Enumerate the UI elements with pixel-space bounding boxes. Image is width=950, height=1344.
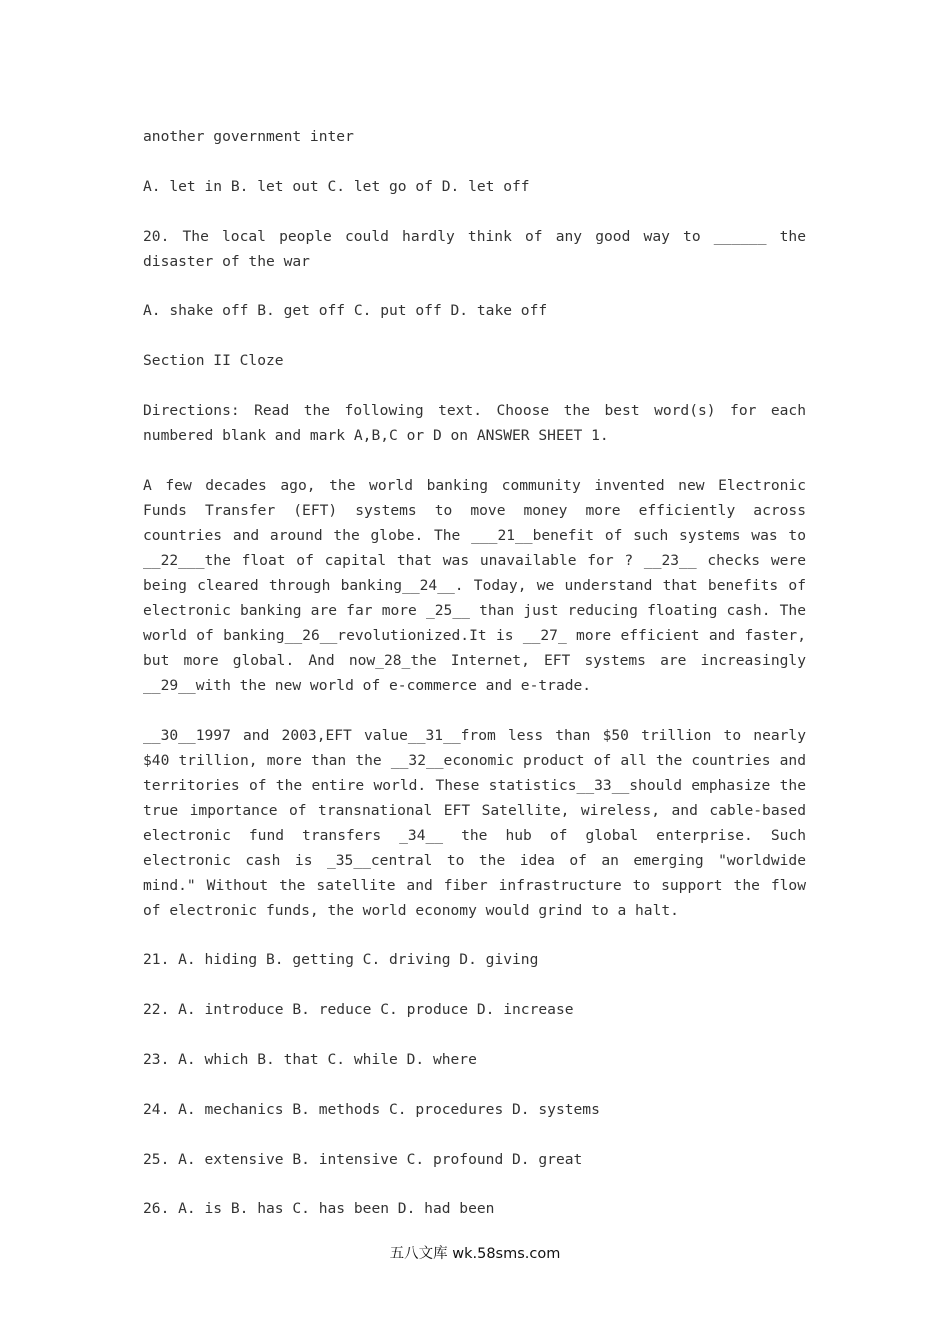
- question-26: 26. A. is B. has C. has been D. had been: [143, 1200, 495, 1218]
- footer-watermark: 五八文库 wk.58sms.com: [389, 1246, 561, 1262]
- question-21: 21. A. hiding B. getting C. driving D. giving: [143, 951, 539, 969]
- question-20: 20. The local people could hardly think of any good way to ______ the disaster of the war: [143, 227, 806, 270]
- intro-fragment: another government inter: [143, 128, 354, 145]
- question-19-options: A. let in B. let out C. let go of D. let off: [143, 177, 530, 195]
- section-title: Section II Cloze: [143, 352, 284, 370]
- question-23: 23. A. which B. that C. while D. where: [143, 1050, 477, 1068]
- passage-paragraph-1: A few decades ago, the world banking community invented new Electronic Funds Transfer (EFT) systems to move money more efficiently across countries and around the globe. The ___21__benefit of such systems was to __22___the float of capital that was unavailable for ? __23__ checks were being cleared through banking__24__. Today, we understand that benefits of electronic banking are far more _25__ than just reducing floating cash. The world of banking__26__revolutionized.It is __27_ more efficient and faster, but more global. And now_28_the Internet, EFT systems are increasingly __29__with the new world of e-commerce and e-trade.: [143, 476, 806, 694]
- question-20-options: A. shake off B. get off C. put off D. take off: [143, 302, 548, 320]
- document-body: [143, 124, 806, 1246]
- question-22: 22. A. introduce B. reduce C. produce D. increase: [143, 1001, 574, 1019]
- question-24: 24. A. mechanics B. methods C. procedures D. systems: [143, 1100, 600, 1118]
- question-25: 25. A. extensive B. intensive C. profound D. great: [143, 1150, 583, 1168]
- directions: Directions: Read the following text. Choose the best word(s) for each numbered blank and mark A,B,C or D on ANSWER SHEET 1.: [143, 401, 806, 444]
- passage-paragraph-2: __30__1997 and 2003,EFT value__31__from less than $50 trillion to nearly $40 trillion, more than the __32__economic product of all the countries and territories of the entire world. These statistics__33__should emphasize the true importance of transnational EFT Satellite, wireless, and cable-based electronic fund transfers _34__ the hub of global enterprise. Such electronic cash is _35__central to the idea of an emerging "worldwide mind." Without the satellite and fiber infrastructure to support the flow of electronic funds, the world economy would grind to a halt.: [143, 726, 806, 919]
